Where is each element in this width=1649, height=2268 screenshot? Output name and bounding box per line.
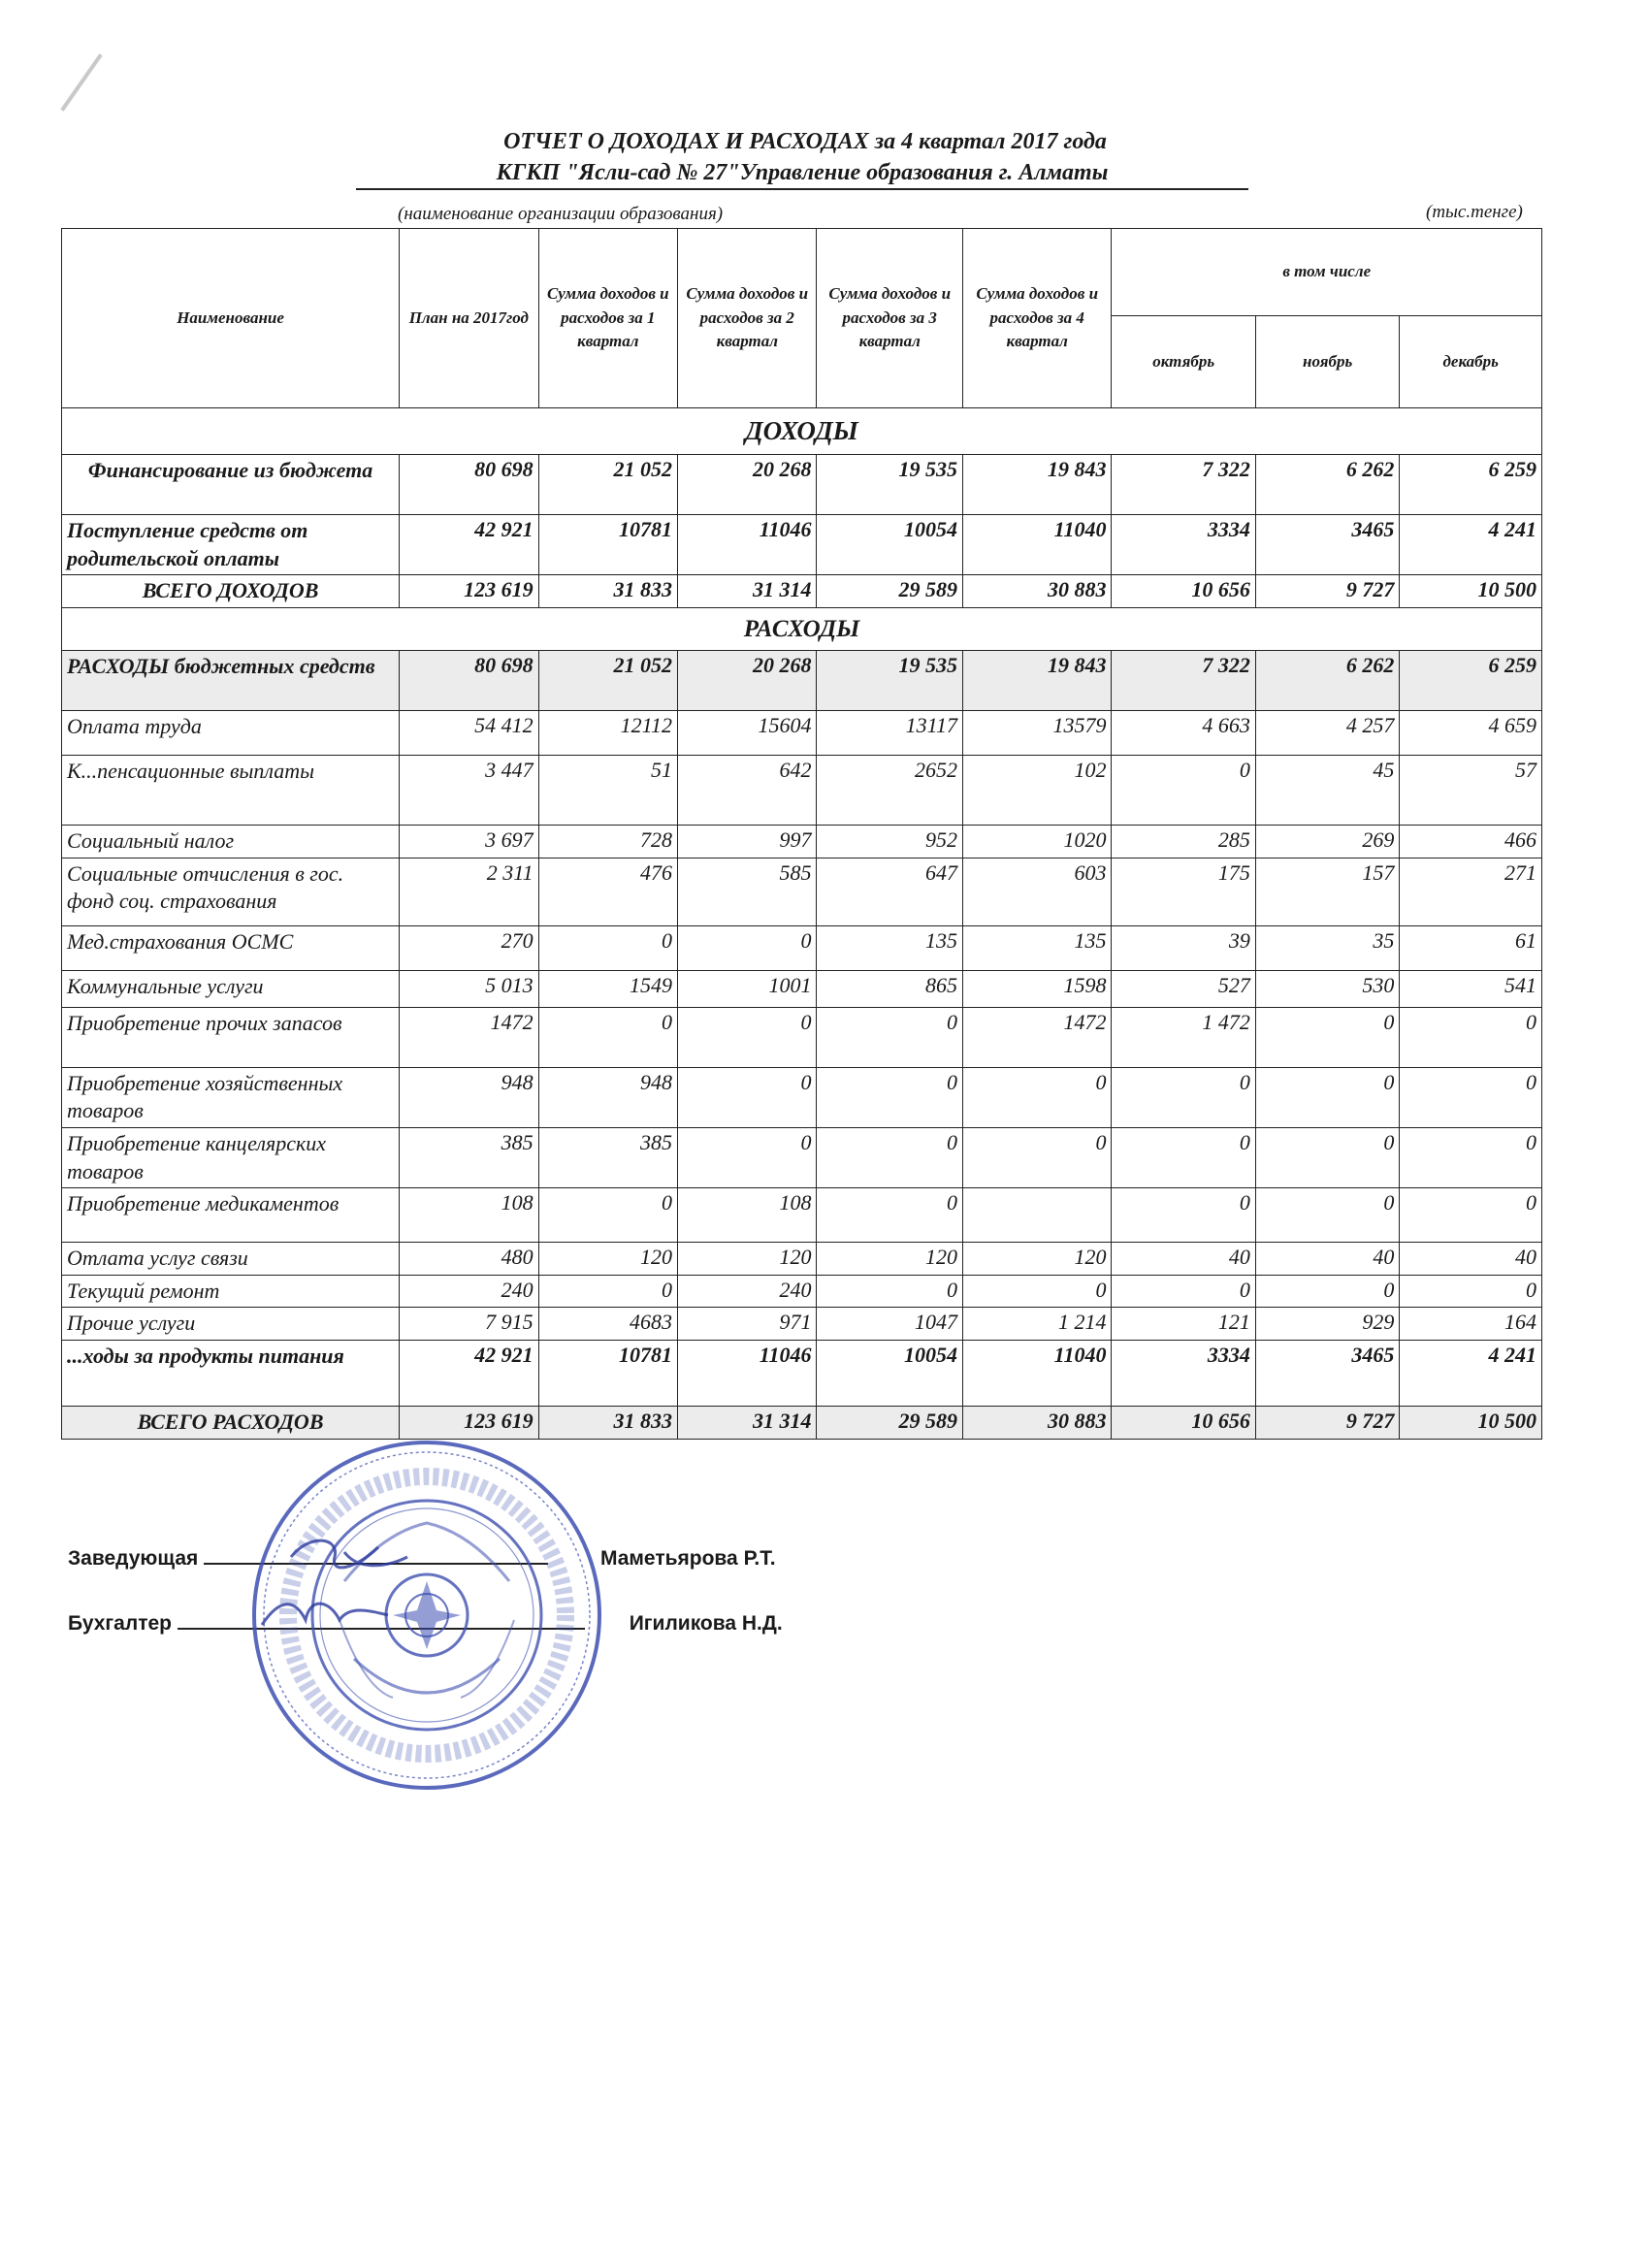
row-value: 31 833 (538, 1406, 677, 1439)
header-q4: Сумма доходов и расходов за 4 квартал (962, 229, 1111, 408)
row-value: 13117 (817, 711, 962, 756)
row-value: 1020 (962, 826, 1111, 859)
row-value: 527 (1112, 970, 1255, 1007)
row-label: Приобретение прочих запасов (62, 1007, 400, 1067)
row-value: 385 (538, 1127, 677, 1187)
row-value: 0 (817, 1127, 962, 1187)
row-label: Приобретение медикаментов (62, 1188, 400, 1243)
row-value: 31 314 (678, 575, 817, 608)
row-value: 0 (817, 1275, 962, 1308)
row-value: 0 (678, 925, 817, 970)
handwritten-signatures (252, 1528, 417, 1635)
row-value: 0 (1255, 1127, 1399, 1187)
row-value: 0 (538, 925, 677, 970)
row-value: 51 (538, 756, 677, 826)
row-label: Оплата труда (62, 711, 400, 756)
table-row (62, 1188, 1542, 1243)
section-income: ДОХОДЫ (62, 408, 1542, 455)
expense-rows (62, 651, 1542, 1440)
row-value: 10 656 (1112, 575, 1255, 608)
header-november: ноябрь (1255, 316, 1399, 408)
row-label: Текущий ремонт (62, 1275, 400, 1308)
table-row (62, 455, 1542, 515)
row-value: 285 (1112, 826, 1255, 859)
row-value: 6 262 (1255, 455, 1399, 515)
table-row (62, 925, 1542, 970)
row-value: 466 (1400, 826, 1542, 859)
section-expenses: РАСХОДЫ (62, 608, 1542, 651)
row-value: 2652 (817, 756, 962, 826)
header-q3: Сумма доходов и расходов за 3 квартал (817, 229, 962, 408)
row-value: 1472 (962, 1007, 1111, 1067)
table-row (62, 1127, 1542, 1187)
table-row (62, 826, 1542, 859)
row-value: 0 (538, 1275, 677, 1308)
row-value: 0 (817, 1007, 962, 1067)
row-value: 0 (1400, 1127, 1542, 1187)
row-value: 0 (962, 1275, 1111, 1308)
row-value: 4 659 (1400, 711, 1542, 756)
row-value: 997 (678, 826, 817, 859)
row-value: 4 241 (1400, 1340, 1542, 1406)
income-expense-table (61, 228, 1542, 1440)
row-value: 12112 (538, 711, 677, 756)
row-value: 476 (538, 858, 677, 925)
row-value: 6 262 (1255, 651, 1399, 711)
row-value: 7 322 (1112, 651, 1255, 711)
table-row (62, 1308, 1542, 1341)
row-label: Мед.страхования ОСМС (62, 925, 400, 970)
row-label: Приобретение хозяйственных товаров (62, 1067, 400, 1127)
row-value: 0 (962, 1067, 1111, 1127)
row-label: ...ходы за продукты питания (62, 1340, 400, 1406)
row-label: Отлата услуг связи (62, 1243, 400, 1276)
header-name: Наименование (62, 229, 400, 408)
row-label: РАСХОДЫ бюджетных средств (62, 651, 400, 711)
row-value: 1 214 (962, 1308, 1111, 1341)
row-value: 6 259 (1400, 455, 1542, 515)
row-value: 4683 (538, 1308, 677, 1341)
row-value: 164 (1400, 1308, 1542, 1341)
row-label: Социальный налог (62, 826, 400, 859)
row-value: 7 915 (400, 1308, 538, 1341)
row-value: 271 (1400, 858, 1542, 925)
header-plan: План на 2017год (400, 229, 538, 408)
row-value: 35 (1255, 925, 1399, 970)
row-value: 39 (1112, 925, 1255, 970)
row-value: 15604 (678, 711, 817, 756)
row-value: 80 698 (400, 455, 538, 515)
row-value: 603 (962, 858, 1111, 925)
row-value: 21 052 (538, 651, 677, 711)
row-value: 0 (817, 1188, 962, 1243)
row-value: 0 (678, 1127, 817, 1187)
row-value: 54 412 (400, 711, 538, 756)
row-value: 0 (1112, 756, 1255, 826)
header-october: октябрь (1112, 316, 1255, 408)
row-value: 2 311 (400, 858, 538, 925)
row-value: 123 619 (400, 575, 538, 608)
row-value: 10 656 (1112, 1406, 1255, 1439)
row-value: 4 663 (1112, 711, 1255, 756)
row-value: 121 (1112, 1308, 1255, 1341)
row-value: 40 (1112, 1243, 1255, 1276)
income-rows (62, 455, 1542, 608)
row-value: 80 698 (400, 651, 538, 711)
row-value: 10 500 (1400, 1406, 1542, 1439)
row-value: 120 (678, 1243, 817, 1276)
table-row (62, 651, 1542, 711)
row-value: 948 (538, 1067, 677, 1127)
table-row (62, 711, 1542, 756)
row-label: Приобретение канцелярских товаров (62, 1127, 400, 1187)
row-value: 31 833 (538, 575, 677, 608)
row-value: 108 (678, 1188, 817, 1243)
row-value: 20 268 (678, 455, 817, 515)
row-value: 0 (1112, 1067, 1255, 1127)
row-value: 57 (1400, 756, 1542, 826)
row-value: 29 589 (817, 575, 962, 608)
row-value: 865 (817, 970, 962, 1007)
row-value: 31 314 (678, 1406, 817, 1439)
row-value: 11040 (962, 1340, 1111, 1406)
row-value: 530 (1255, 970, 1399, 1007)
accountant-name: Игиликова Н.Д. (629, 1612, 783, 1635)
organization-title: КГКП "Ясли-сад № 27"Управление образования г. Алматы (356, 160, 1248, 190)
row-value: 0 (1255, 1188, 1399, 1243)
row-value: 135 (962, 925, 1111, 970)
table-row (62, 858, 1542, 925)
header-december: декабрь (1400, 316, 1542, 408)
row-value: 19 843 (962, 455, 1111, 515)
row-value: 102 (962, 756, 1111, 826)
row-value: 240 (400, 1275, 538, 1308)
row-value: 952 (817, 826, 962, 859)
row-value: 642 (678, 756, 817, 826)
row-label: Поступление средств от родительской оплаты (62, 515, 400, 575)
row-value: 19 535 (817, 651, 962, 711)
row-value: 1598 (962, 970, 1111, 1007)
pen-scratch-mark (60, 53, 102, 112)
row-label: Прочие услуги (62, 1308, 400, 1341)
row-value: 175 (1112, 858, 1255, 925)
row-value: 0 (1255, 1275, 1399, 1308)
row-value: 11046 (678, 515, 817, 575)
row-value: 0 (678, 1067, 817, 1127)
row-value: 13579 (962, 711, 1111, 756)
row-value: 7 322 (1112, 455, 1255, 515)
row-value: 40 (1255, 1243, 1399, 1276)
row-value: 240 (678, 1275, 817, 1308)
row-value (962, 1188, 1111, 1243)
row-value: 3465 (1255, 515, 1399, 575)
row-value: 728 (538, 826, 677, 859)
row-value: 0 (1400, 1275, 1542, 1308)
row-value: 6 259 (1400, 651, 1542, 711)
accountant-label: Бухгалтер (68, 1612, 172, 1635)
row-value: 0 (1400, 1007, 1542, 1067)
row-value: 270 (400, 925, 538, 970)
row-value: 4 257 (1255, 711, 1399, 756)
row-value: 585 (678, 858, 817, 925)
row-value: 0 (1112, 1188, 1255, 1243)
organization-caption: (наименование организации образования) (398, 204, 724, 224)
row-value: 29 589 (817, 1406, 962, 1439)
table-row (62, 1340, 1542, 1406)
row-value: 30 883 (962, 575, 1111, 608)
head-name: Маметьярова Р.Т. (599, 1547, 776, 1570)
row-value: 135 (817, 925, 962, 970)
row-value: 11040 (962, 515, 1111, 575)
row-value: 19 535 (817, 455, 962, 515)
row-value: 0 (538, 1007, 677, 1067)
table-row (62, 970, 1542, 1007)
row-value: 10054 (817, 1340, 962, 1406)
table-row (62, 1406, 1542, 1439)
row-value: 5 013 (400, 970, 538, 1007)
row-value: 10054 (817, 515, 962, 575)
row-value: 45 (1255, 756, 1399, 826)
table-row (62, 575, 1542, 608)
row-value: 120 (538, 1243, 677, 1276)
row-value: 647 (817, 858, 962, 925)
row-value: 3334 (1112, 515, 1255, 575)
table-row (62, 515, 1542, 575)
row-value: 1549 (538, 970, 677, 1007)
row-value: 9 727 (1255, 575, 1399, 608)
row-value: 61 (1400, 925, 1542, 970)
row-value: 30 883 (962, 1406, 1111, 1439)
row-value: 19 843 (962, 651, 1111, 711)
row-value: 3 447 (400, 756, 538, 826)
row-value: 0 (678, 1007, 817, 1067)
row-value: 40 (1400, 1243, 1542, 1276)
header-q2: Сумма доходов и расходов за 2 квартал (678, 229, 817, 408)
row-value: 269 (1255, 826, 1399, 859)
row-label: Коммунальные услуги (62, 970, 400, 1007)
row-value: 3 697 (400, 826, 538, 859)
row-value: 3465 (1255, 1340, 1399, 1406)
head-label: Заведующая (68, 1547, 199, 1570)
row-value: 123 619 (400, 1406, 538, 1439)
row-label: Финансирование из бюджета (62, 455, 400, 515)
report-title: ОТЧЕТ О ДОХОДАХ И РАСХОДАХ за 4 квартал 2017 года (503, 129, 1107, 154)
row-value: 385 (400, 1127, 538, 1187)
row-value: 0 (1112, 1127, 1255, 1187)
row-value: 1001 (678, 970, 817, 1007)
row-value: 971 (678, 1308, 817, 1341)
row-label: К...пенсационные выплаты (62, 756, 400, 826)
row-value: 20 268 (678, 651, 817, 711)
row-value: 0 (1400, 1067, 1542, 1127)
row-value: 120 (962, 1243, 1111, 1276)
row-value: 10781 (538, 515, 677, 575)
row-value: 1 472 (1112, 1007, 1255, 1067)
row-value: 42 921 (400, 1340, 538, 1406)
row-value: 11046 (678, 1340, 817, 1406)
row-value: 21 052 (538, 455, 677, 515)
row-value: 0 (1400, 1188, 1542, 1243)
header-including: в том числе (1112, 229, 1542, 316)
row-value: 929 (1255, 1308, 1399, 1341)
row-value: 3334 (1112, 1340, 1255, 1406)
row-label: ВСЕГО ДОХОДОВ (62, 575, 400, 608)
row-value: 4 241 (1400, 515, 1542, 575)
row-value: 480 (400, 1243, 538, 1276)
row-value: 120 (817, 1243, 962, 1276)
row-value: 541 (1400, 970, 1542, 1007)
row-value: 0 (1255, 1007, 1399, 1067)
row-value: 157 (1255, 858, 1399, 925)
row-value: 9 727 (1255, 1406, 1399, 1439)
row-value: 0 (1112, 1275, 1255, 1308)
row-value: 1472 (400, 1007, 538, 1067)
row-label: ВСЕГО РАСХОДОВ (62, 1406, 400, 1439)
row-value: 0 (962, 1127, 1111, 1187)
row-value: 948 (400, 1067, 538, 1127)
row-value: 0 (538, 1188, 677, 1243)
units-caption: (тыс.тенге) (1426, 202, 1523, 222)
header-q1: Сумма доходов и расходов за 1 квартал (538, 229, 677, 408)
row-value: 108 (400, 1188, 538, 1243)
row-value: 10 500 (1400, 575, 1542, 608)
row-value: 42 921 (400, 515, 538, 575)
row-value: 0 (817, 1067, 962, 1127)
row-value: 10781 (538, 1340, 677, 1406)
table-row (62, 756, 1542, 826)
table-row (62, 1275, 1542, 1308)
row-value: 1047 (817, 1308, 962, 1341)
table-row (62, 1067, 1542, 1127)
table-row (62, 1243, 1542, 1276)
table-row (62, 1007, 1542, 1067)
row-value: 0 (1255, 1067, 1399, 1127)
row-label: Социальные отчисления в гос. фонд соц. страхования (62, 858, 400, 925)
